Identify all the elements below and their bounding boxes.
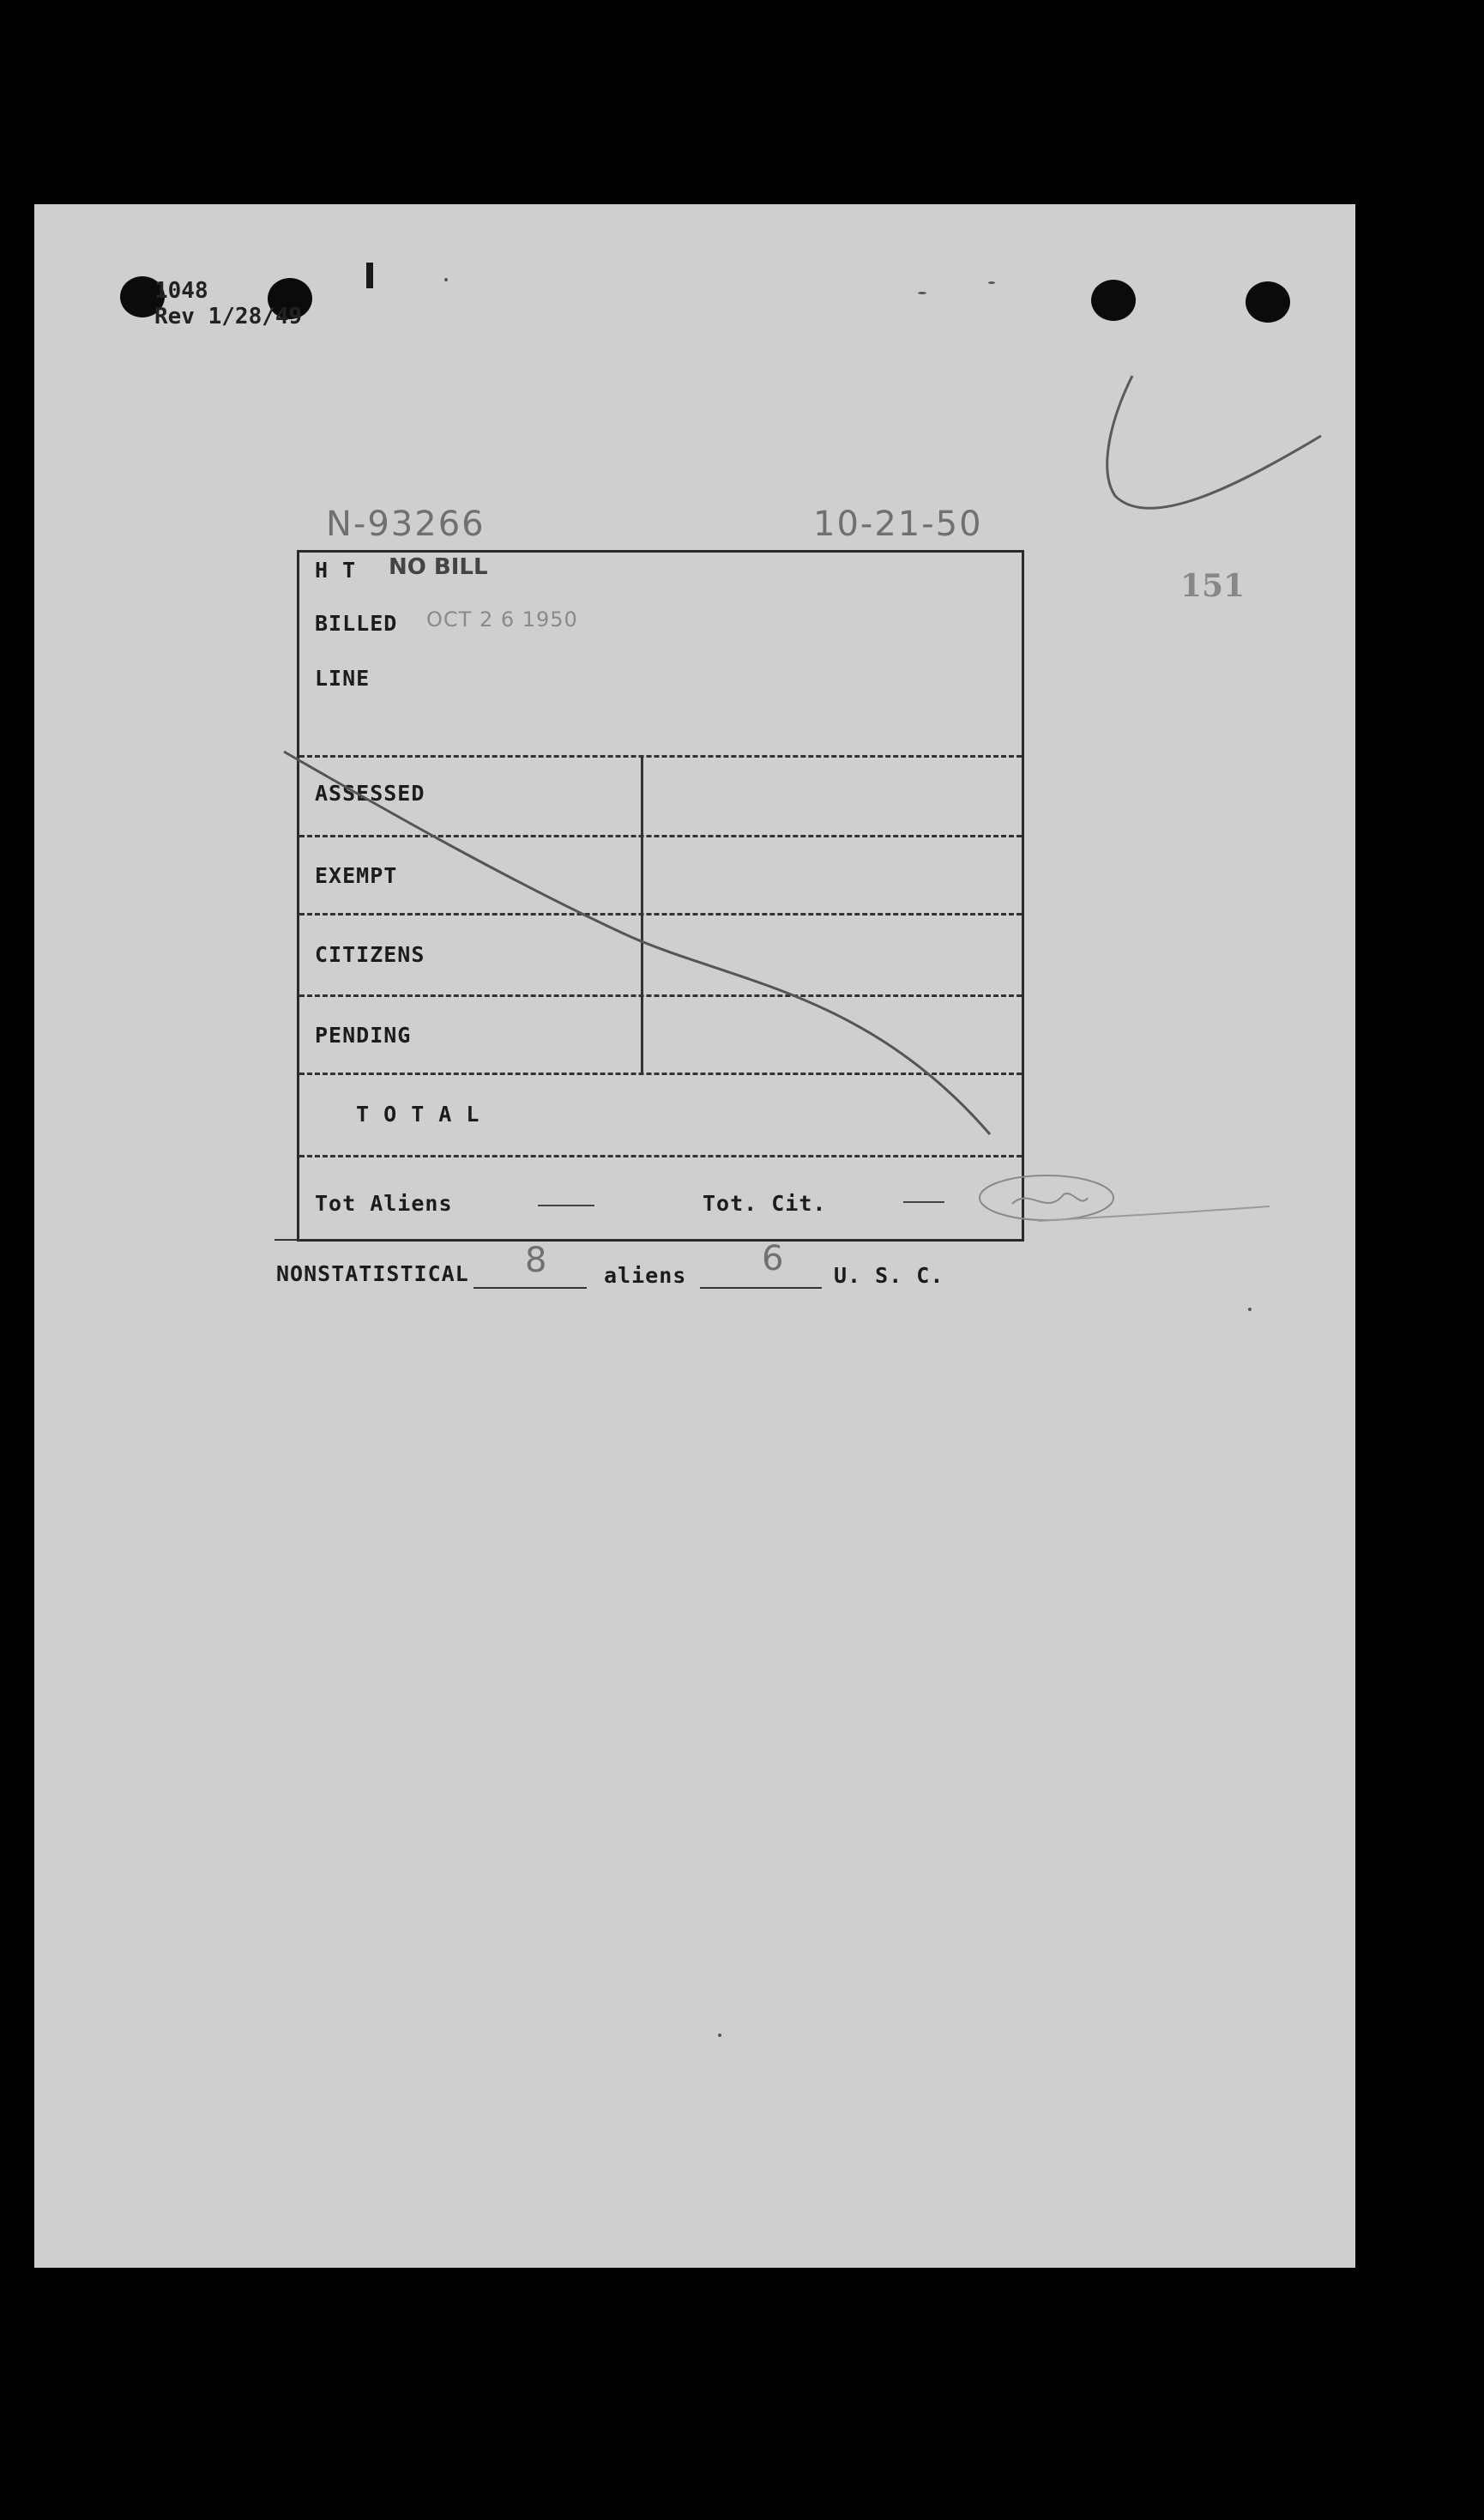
tot-aliens-label: Tot Aliens: [315, 1191, 453, 1216]
billed-label: BILLED: [315, 611, 398, 636]
form-code: [154, 278, 302, 329]
form-revision: Rev 1/28/49: [154, 304, 303, 329]
check-mark-icon: [1064, 367, 1355, 522]
citizens-label: CITIZENS: [315, 942, 425, 967]
line-label: LINE: [315, 666, 371, 691]
punch-hole-right-2: [1246, 281, 1290, 323]
speck: [718, 2034, 721, 2037]
tot-aliens-dash: [538, 1205, 594, 1206]
cancel-stroke: [282, 750, 1037, 1162]
file-number: N-93266: [326, 505, 486, 544]
speck: [444, 278, 448, 281]
exempt-label: EXEMPT: [315, 863, 398, 888]
ht-value-stamp: NO BILL: [389, 554, 488, 580]
date: 10-21-50: [813, 505, 983, 544]
document-sheet: [34, 204, 1355, 2268]
ht-label: H T: [315, 558, 357, 583]
billed-date-stamp: OCT 2 6 1950: [426, 607, 578, 632]
assessed-label: ASSESSED: [315, 781, 425, 806]
page-number: 151: [1180, 568, 1246, 604]
speck: [918, 292, 926, 294]
aliens-blank: [474, 1287, 587, 1289]
speck: [1248, 1308, 1252, 1311]
ink-mark: [366, 263, 373, 288]
tot-cit-label: Tot. Cit.: [703, 1191, 827, 1216]
tot-cit-dash: [903, 1201, 944, 1203]
initials-circle: [978, 1157, 1278, 1251]
form-number: 1048: [154, 278, 208, 304]
pending-label: PENDING: [315, 1023, 412, 1048]
nonstatistical-usc-value: 6: [762, 1239, 786, 1278]
speck: [988, 281, 995, 284]
nonstatistical-aliens-value: 8: [525, 1241, 549, 1280]
form-bottom-extension: [274, 1239, 300, 1241]
aliens-label: aliens: [604, 1263, 687, 1288]
usc-label: U. S. C.: [834, 1263, 944, 1288]
punch-hole-right-1: [1091, 280, 1136, 321]
usc-blank: [700, 1287, 822, 1289]
form-box: [297, 550, 1024, 1242]
total-label: T O T A L: [356, 1102, 480, 1127]
nonstatistical-label: NONSTATISTICAL: [276, 1261, 469, 1286]
